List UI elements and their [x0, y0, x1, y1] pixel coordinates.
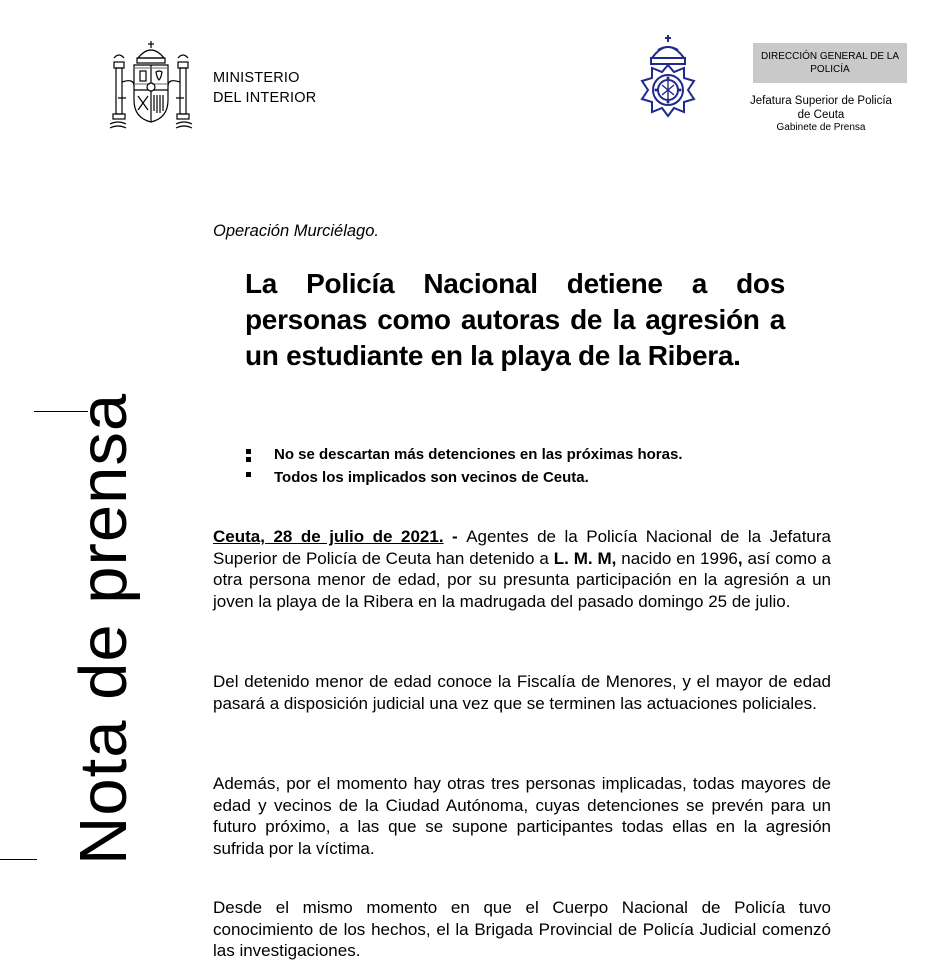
side-rule-bottom: [0, 859, 37, 860]
direccion-general-text: DIRECCIÓN GENERAL DE LA POLICÍA: [761, 51, 899, 75]
body-text: así como a otra persona menor de edad, por su presunta participación en la agresión a un joven la playa de la Ribera en la madrugada del pasado domingo 25 de julio.: [213, 548, 831, 611]
key-point-text: Todos los implicados son vecinos de Ceuta.: [274, 469, 589, 486]
body-paragraph-2: Del detenido menor de edad conoce la Fiscalía de Menores, y el mayor de edad pasará a disposición judicial una vez que se terminen las actuaciones policiales.: [213, 672, 831, 713]
gabinete-prensa: Gabinete de Prensa: [776, 122, 866, 133]
key-point-text: No se descartan más detenciones en las próximas horas.: [274, 446, 683, 463]
ministry-line-1: MINISTERIO: [213, 70, 300, 86]
body-text-comma: ,: [737, 548, 743, 568]
headline-line-3: un estudiante en la playa de la Ribera.: [245, 340, 741, 371]
body-paragraph-1: [213, 526, 831, 612]
key-points-list: [244, 443, 683, 489]
key-point: [244, 466, 683, 489]
body-text: Agentes de la Policía Nacional de la Jefatura Superior de Policía de Ceuta han detenido a: [213, 527, 832, 568]
jefatura-line-2: de Ceuta: [797, 108, 845, 121]
direccion-general-box: [753, 43, 907, 83]
police-badge-icon: [632, 34, 704, 130]
headline-line-1: La Policía Nacional detiene a dos: [245, 268, 785, 299]
dateline: Ceuta, 28 de julio de 2021.: [213, 527, 444, 546]
headline: [245, 266, 785, 374]
bullet-square-icon: [246, 472, 251, 477]
ministry-name: [213, 68, 316, 108]
detainee-initials: L. M. M,: [553, 548, 617, 568]
body-paragraph-4: Desde el mismo momento en que el Cuerpo Nacional de Policía tuvo conocimiento de los hechos, el la Brigada Provincial de Policía Judicial comenzó las investigaciones.: [213, 898, 831, 960]
key-point: [244, 443, 683, 466]
body-text: nacido en 1996: [616, 548, 738, 568]
ministry-line-2: DEL INTERIOR: [213, 90, 317, 106]
dateline-dash: -: [443, 527, 467, 546]
headline-line-2: personas como autoras de la agresión a: [245, 304, 785, 335]
bullet-square-icon: [246, 457, 251, 462]
side-title: Nota de prensa: [66, 392, 141, 865]
jefatura-block: [735, 95, 907, 134]
operation-name: Operación Murciélago.: [213, 222, 379, 240]
body-paragraph-3: Además, por el momento hay otras tres personas implicadas, todas mayores de edad y vecinos de la Ciudad Autónoma, cuyas detenciones se prevén para un futuro próximo, a las que se supone participantes todas ellas en la agresión sufrida por la víctima.: [213, 774, 831, 858]
bullet-square-icon: [246, 449, 251, 454]
jefatura-line-1: Jefatura Superior de Policía: [750, 95, 892, 107]
coat-of-arms-icon: [104, 38, 198, 134]
